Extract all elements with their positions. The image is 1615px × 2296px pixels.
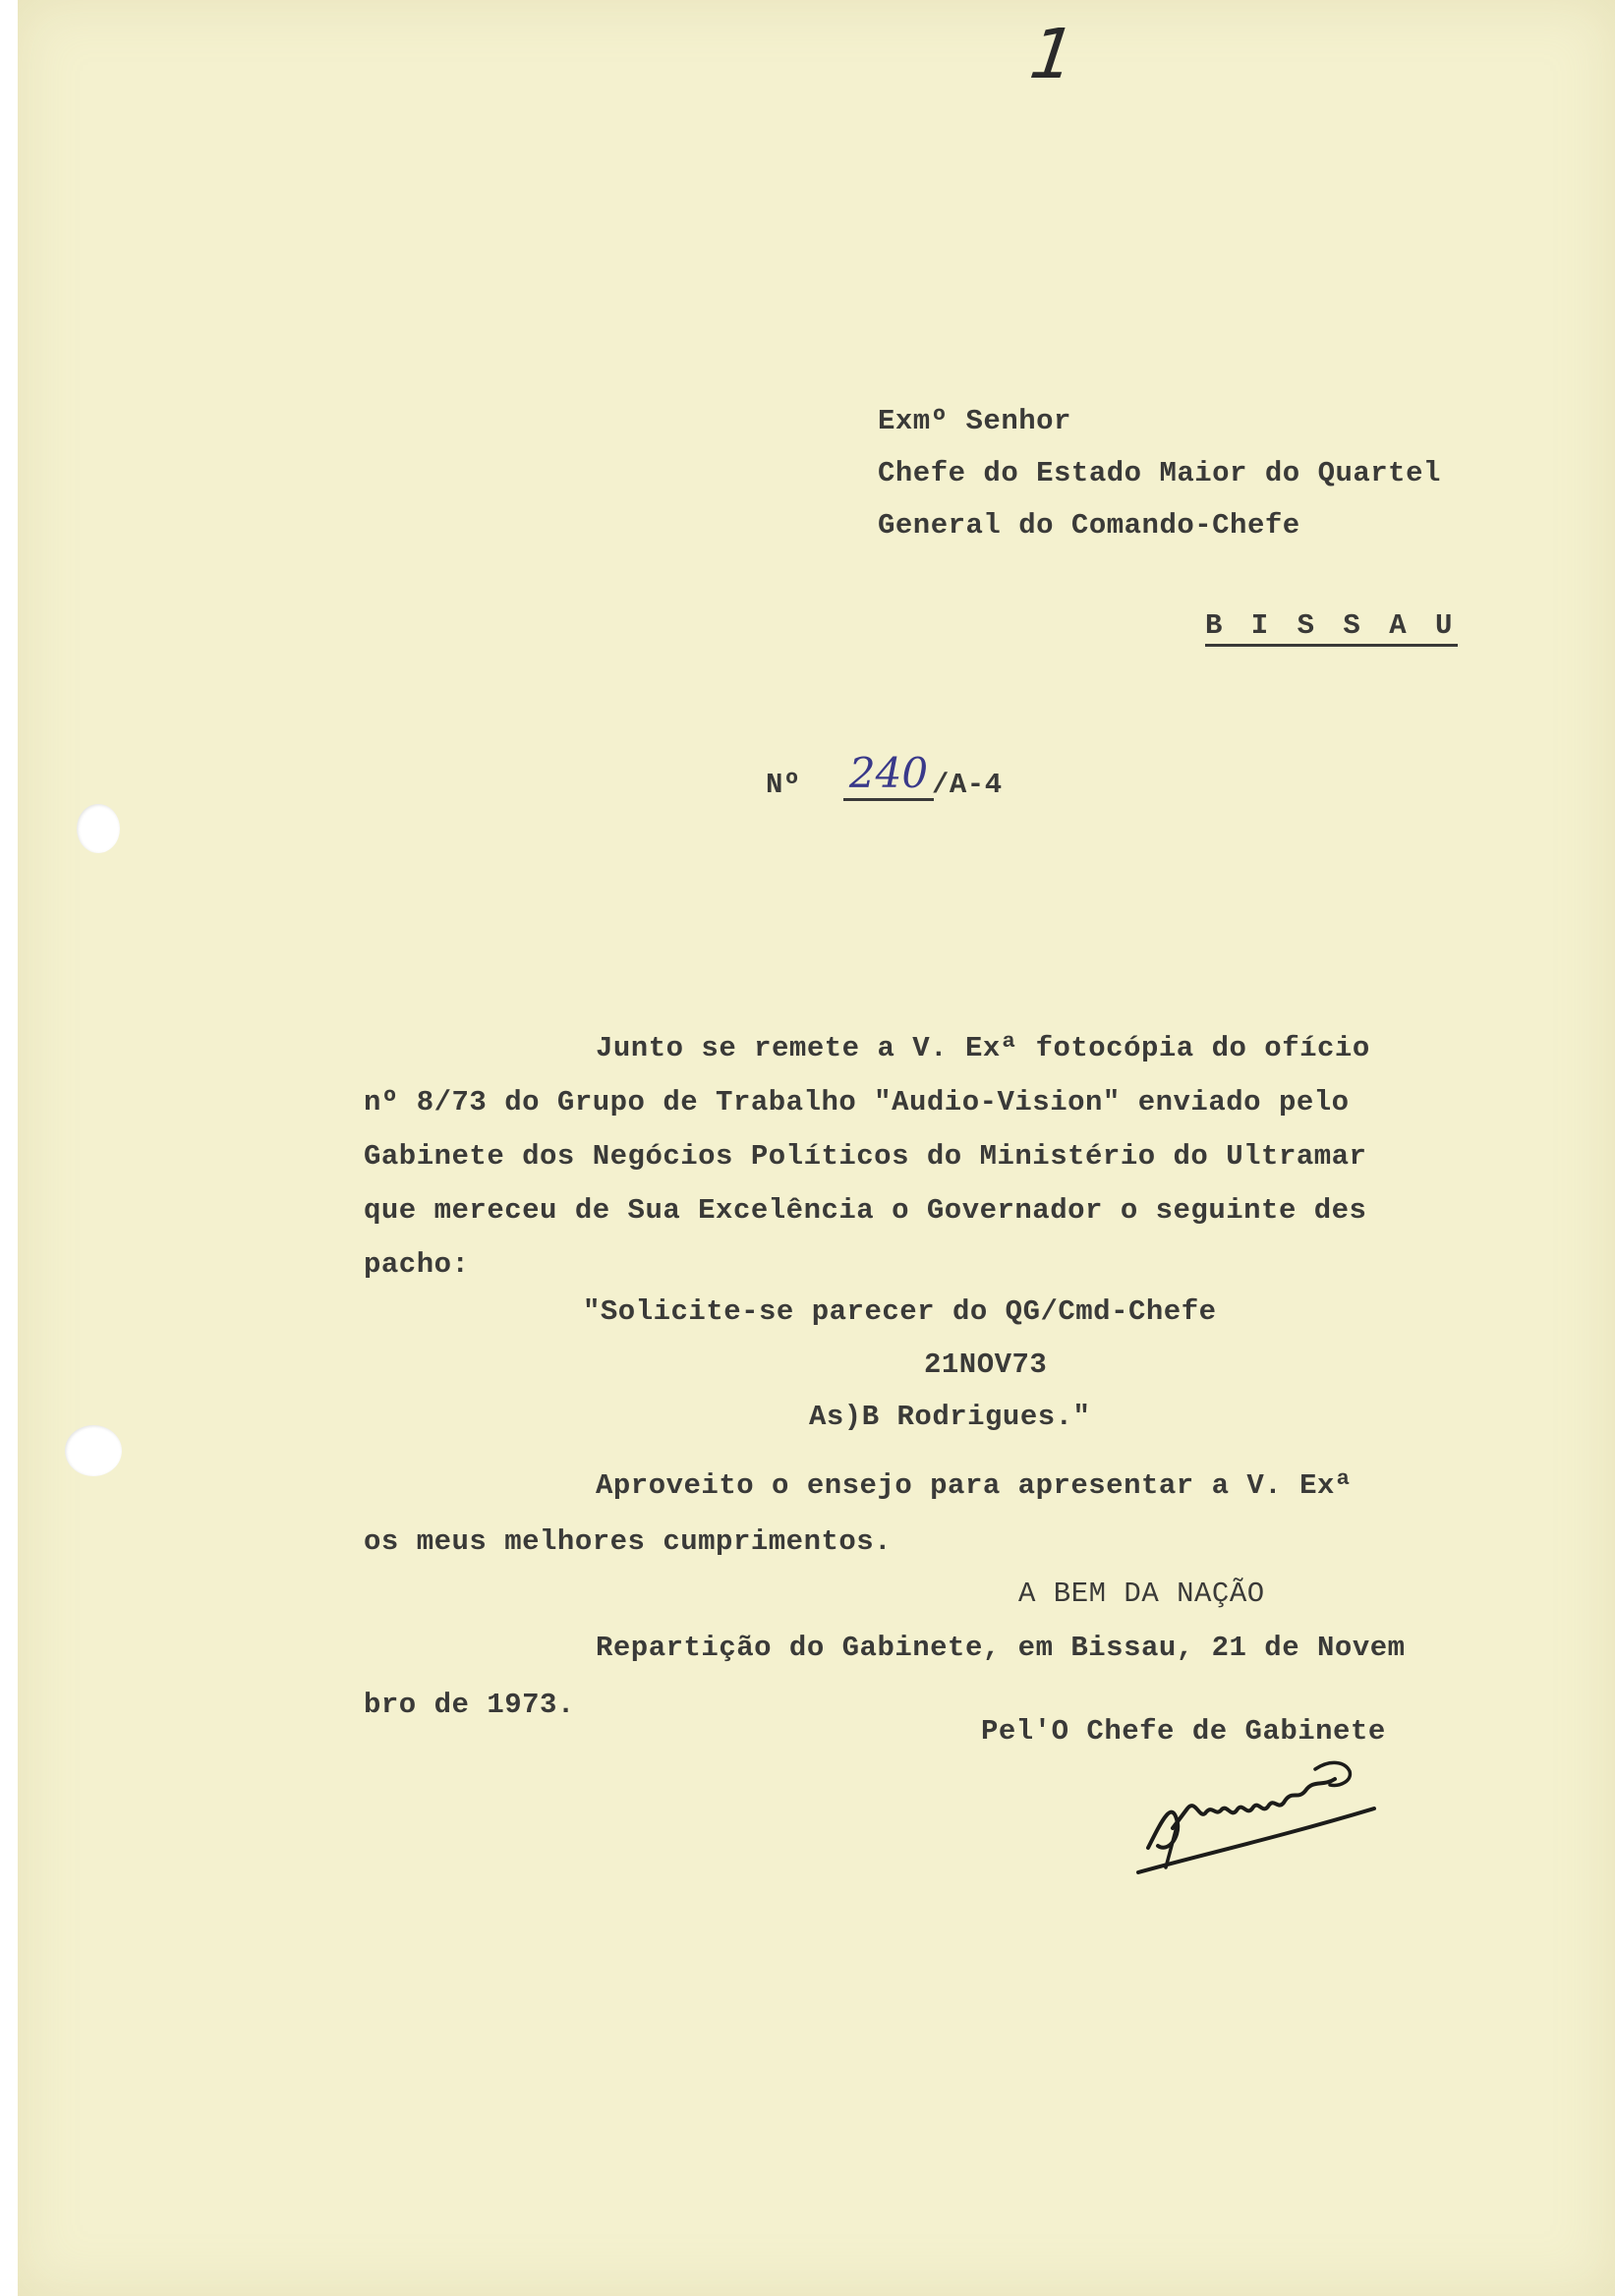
addressee-title-line2: General do Comando-Chefe — [878, 509, 1300, 542]
place-date-line-1: Repartição do Gabinete, em Bissau, 21 de Novem — [596, 1632, 1406, 1664]
despacho-signed: As)B Rodrigues." — [809, 1401, 1091, 1433]
closing-line-1: Aproveito o ensejo para apresentar a V. Exª — [596, 1469, 1353, 1502]
reference-suffix: /A-4 — [932, 769, 1003, 801]
punch-hole-bottom — [65, 1425, 122, 1476]
closing-line-2: os meus melhores cumprimentos. — [364, 1525, 893, 1558]
reference-prefix: Nº — [766, 769, 801, 801]
place-date-line-2: bro de 1973. — [364, 1689, 575, 1721]
body-line-2: nº 8/73 do Grupo de Trabalho "Audio-Vision" enviado pelo — [364, 1086, 1350, 1119]
body-line-3: Gabinete dos Negócios Políticos do Ministério do Ultramar — [364, 1140, 1367, 1173]
addressee-title-line1: Chefe do Estado Maior do Quartel — [878, 457, 1441, 489]
addressee-city: B I S S A U — [1205, 609, 1458, 647]
punch-hole-top — [77, 804, 120, 853]
reference-number: 240 — [843, 749, 934, 801]
addressee-salutation: Exmº Senhor — [878, 405, 1071, 437]
body-line-5: pacho: — [364, 1248, 470, 1281]
despacho-line-1: "Solicite-se parecer do QG/Cmd-Chefe — [583, 1295, 1217, 1328]
signatory-title: Pel'O Chefe de Gabinete — [981, 1715, 1386, 1748]
page-mark: 1 — [1016, 14, 1087, 94]
signature — [1119, 1730, 1413, 1887]
despacho-date: 21NOV73 — [924, 1349, 1048, 1381]
body-line-4: que mereceu de Sua Excelência o Governador o seguinte des — [364, 1194, 1367, 1227]
document-page — [18, 0, 1615, 2296]
body-line-1: Junto se remete a V. Exª fotocópia do ofício — [596, 1032, 1370, 1064]
closing-motto: A BEM DA NAÇÃO — [1018, 1578, 1265, 1610]
